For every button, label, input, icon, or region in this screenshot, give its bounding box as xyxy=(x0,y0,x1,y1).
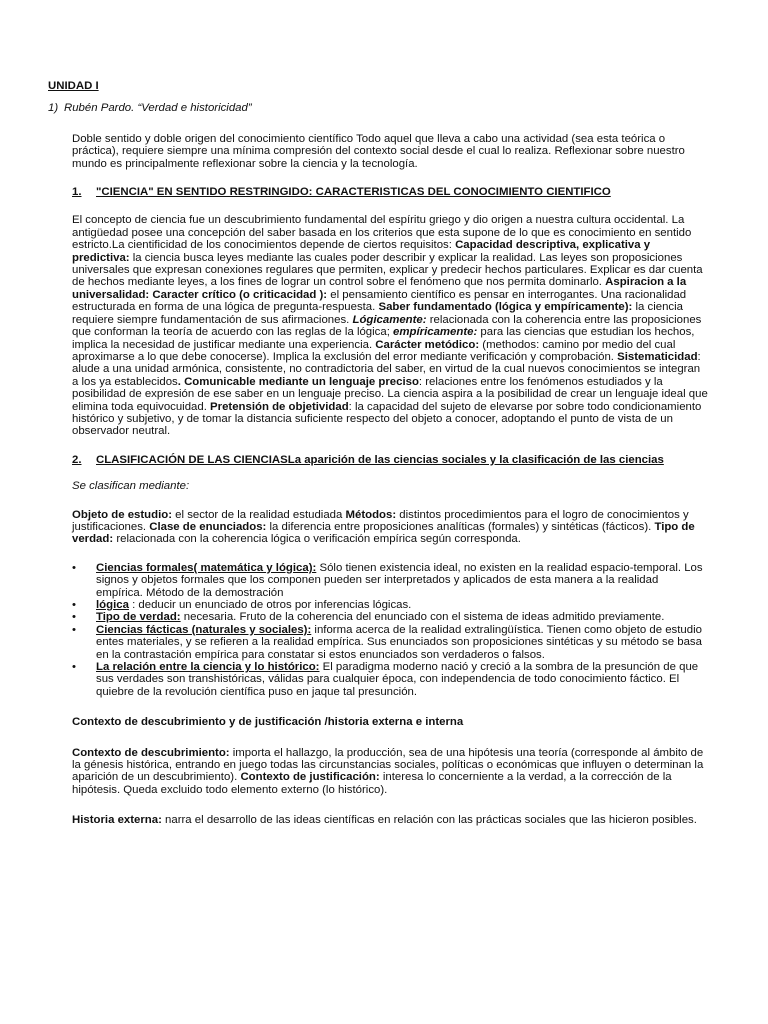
list-item xyxy=(72,661,708,698)
context-paragraph xyxy=(72,747,708,797)
list-item-label: Ciencias fácticas (naturales y sociales): xyxy=(96,623,312,636)
external-history-paragraph xyxy=(72,814,708,826)
bold-term: Contexto de descubrimiento: xyxy=(72,746,230,759)
text-run: : alude a una unidad armónica, consistente, no contradictoria del saber, en virtud de la cual nuevos conocimientos se integran a los ya establecidos xyxy=(72,350,701,388)
list-item-label: La relación entre la ciencia y lo histórico: xyxy=(96,661,320,674)
bold-italic-term: empíricamente: xyxy=(393,326,478,339)
section-1-number: 1. xyxy=(72,186,82,199)
text-run: (methodos: camino por medio del cual aproximarse a lo que debe conocerse). Implica la exclusión del error mediante verificación y comprobación. xyxy=(72,338,676,363)
bold-term: Objeto de estudio: xyxy=(72,508,172,521)
bullet-icon: • xyxy=(72,623,76,636)
text-run: distintos procedimientos para el logro de conocimientos y justificaciones. xyxy=(72,508,689,533)
text-run: : la capacidad del sujeto de elevarse por sobre todo condicionamiento histórico y subjetivo, y de tomar la distancia suficiente respecto del objeto a conocer, adoptando el punto de vista de un observador neutral. xyxy=(72,400,702,438)
bold-term: Pretensión de objetividad xyxy=(210,400,349,413)
section-2-heading xyxy=(72,454,708,466)
author-line xyxy=(48,102,708,114)
section-2-number: 2. xyxy=(72,453,82,466)
classify-intro: Se clasifican mediante: xyxy=(72,480,190,493)
list-item-text: Sólo tienen existencia ideal, no existen en la realidad espacio-temporal. Los signos y objetos formales que los componen pueden ser interpretados y aplicados de esta manera a la realidad empírica. Método de la demostración xyxy=(96,561,703,599)
section-1-title: "CIENCIA" EN SENTIDO RESTRINGIDO: CARACTERISTICAS DEL CONOCIMIENTO CIENTIFICO xyxy=(96,186,611,199)
author-number: 1) xyxy=(48,102,59,115)
bold-term: . Comunicable mediante un lenguaje preciso xyxy=(177,375,419,388)
text-run: la diferencia entre proposiciones analíticas (formales) y sintéticas (fácticos). xyxy=(266,520,655,533)
text-run: narra el desarrollo de las ideas científicas en relación con las prácticas sociales que las hicieron posibles. xyxy=(161,814,697,827)
list-item-label: lógica xyxy=(96,599,129,611)
list-item xyxy=(72,611,708,623)
context-heading: Contexto de descubrimiento y de justificación /historia externa e interna xyxy=(72,716,464,729)
section-2-title: CLASIFICACIÓN DE LAS CIENCIASLa aparición de las ciencias sociales y la clasificación de las ciencias xyxy=(96,453,664,466)
text-run: El concepto de ciencia fue un descubrimiento fundamental del espíritu griego y dio origen a nuestra cultura occidental. La antigüedad posee una concepción del saber basada en los criterios que esta supone de lo que es conocimiento en sentido estricto.La cientificidad de los conocimientos depende de ciertos requisitos: xyxy=(72,214,692,252)
text-run: relacionada con la coherencia entre las proposiciones que conforman la teoría de acuerdo con las reglas de la lógica; xyxy=(72,313,702,339)
classification-list xyxy=(72,562,708,698)
text-run: relacionada con la coherencia lógica o verificación empírica según corresponda. xyxy=(113,533,521,546)
bold-term: Capacidad descriptiva, explicativa y predictiva: xyxy=(72,239,651,264)
bold-term: Carácter metódico: xyxy=(375,338,480,351)
bold-term: Clase de enunciados: xyxy=(149,520,267,533)
bullet-icon: • xyxy=(72,611,76,624)
bold-term: Aspiracion a la universalidad: Caracter crítico (o criticacidad ): xyxy=(72,276,687,301)
bold-term: Tipo de verdad: xyxy=(72,520,695,546)
list-item xyxy=(72,624,708,661)
section-1-body xyxy=(72,214,708,437)
text-run: la ciencia requiere siempre fundamentación de sus afirmaciones. xyxy=(72,301,683,326)
bold-term: Sistematicidad xyxy=(617,350,698,363)
text-run: para las ciencias que estudian los hechos, implica la necesidad de justificar mediante una experiencia. xyxy=(72,326,695,351)
text-run: el sector de la realidad estudiada xyxy=(172,508,346,521)
list-item xyxy=(72,599,708,611)
bullet-icon: • xyxy=(72,661,76,674)
bullet-icon: • xyxy=(72,599,76,611)
bold-term: Métodos: xyxy=(345,508,397,521)
bold-term: Contexto de justificación: xyxy=(240,771,380,784)
list-item xyxy=(72,562,708,599)
text-run: importa el hallazgo, la producción, sea de una hipótesis una teoría (corresponde al ámbito de la génesis histórica, entrando en juego todas las circunstancias sociales, políticas o económicas que influyen o determinan la aparición de un descubrimiento). xyxy=(72,746,704,784)
list-item-label: Tipo de verdad: xyxy=(96,611,181,624)
list-item-label: Ciencias formales( matemática y lógica): xyxy=(96,561,317,574)
text-run: la ciencia busca leyes mediante las cuales poder describir y explicar la realidad. Las leyes son proposiciones universales que expresan conexiones regulares que permiten, explicar y predecir hechos particulares. Explicar es dar cuenta de hechos mediante leyes, a los fines de lograr un control sobre el fenómeno que nos permita dominarlo. xyxy=(72,251,703,289)
section-2-body xyxy=(72,509,708,546)
unit-title: UNIDAD I xyxy=(48,80,99,92)
list-item-text: El paradigma moderno nació y creció a la sombra de la presunción de que sus verdades son transhistóricas, válidas para cualquier época, con independencia de todo conocimiento fáctico. El quiebre de la revolución científica puso en jaque tal presunción. xyxy=(96,661,699,698)
text-run: el pensamiento científico es pensar en interrogantes. Una racionalidad estructurada en forma de una lógica de pregunta-respuesta. xyxy=(72,288,687,314)
bold-term: Historia externa: xyxy=(72,814,162,827)
text-run: interesa lo concerniente a la verdad, a la corrección de la hipótesis. Queda excluido todo elemento externo (lo histórico). xyxy=(72,771,672,796)
bold-term: Saber fundamentado (lógica y empíricamente): xyxy=(378,301,633,314)
section-1-heading xyxy=(72,186,708,198)
bold-italic-term: Lógicamente: xyxy=(352,313,427,326)
intro-paragraph: Doble sentido y doble origen del conocimiento científico Todo aquel que lleva a cabo una actividad (sea esta teórica o práctica), requiere siempre una mínima compresión del contexto social desde el cual lo realiza. Reflexionar sobre nuestro mundo es principalmente reflexionar sobre la ciencia y la tecnología. xyxy=(72,132,685,170)
list-item-text: : deducir un enunciado de otros por inferencias lógicas. xyxy=(128,599,412,611)
bullet-icon: • xyxy=(72,561,76,574)
text-run: : relaciones entre los fenómenos estudiados y la posibilidad de expresión de ese saber en un lenguaje preciso. La ciencia aspira a la posibilidad de crear un lenguaje ideal que elimina toda equivocuidad. xyxy=(72,375,708,413)
author-title: Rubén Pardo. “Verdad e historicidad” xyxy=(64,102,252,115)
list-item-text: informa acerca de la realidad extralingüística. Tienen como objeto de estudio entes materiales, y se refieren a la realidad empírica. Sus enunciados son proposiciones sintéticas y su método se basa en la contrastación empírica para constatar si estos enunciados son verdaderos o falsos. xyxy=(96,623,702,661)
list-item-text: necesaria. Fruto de la coherencia del enunciado con el sistema de ideas admitido previamente. xyxy=(180,611,665,624)
